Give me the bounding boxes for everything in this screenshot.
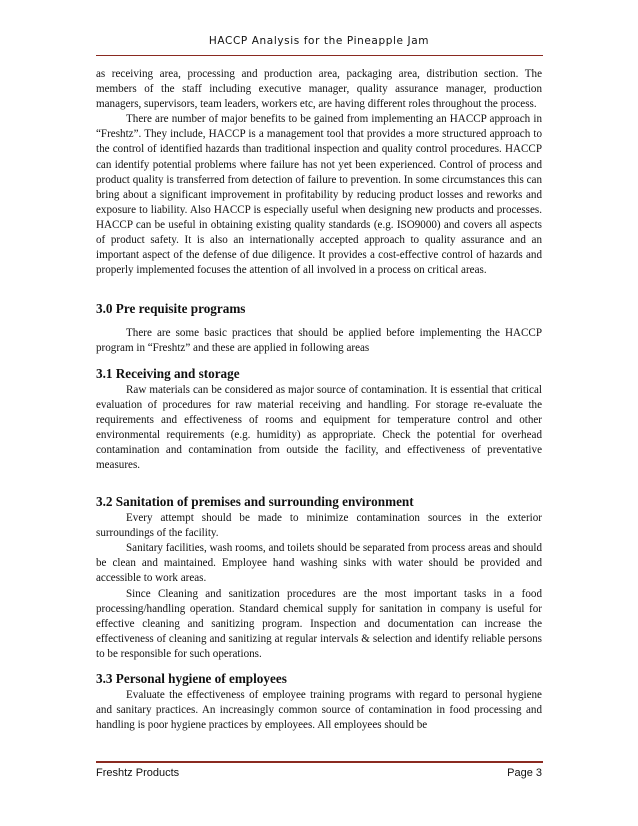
- paragraph-3-2c: Since Cleaning and sanitization procedures are the most important tasks in a food processing/handling operation. Standard chemical supply for sanitation in company is useful for effective cleaning and sanitizing program. Inspection and documentation can increase the effectiveness of cleaning and sanitizing at regular intervals & selection and identify reliable persons to be responsible for such operations.: [96, 587, 542, 660]
- header-rule: [96, 55, 543, 56]
- heading-3-2: 3.2 Sanitation of premises and surrounding environment: [96, 494, 414, 510]
- paragraph-3-1: Raw materials can be considered as major source of contamination. It is essential that critical evaluation of procedures for raw material receiving and handling. For storage re-evaluate the requirements and effectiveness of rooms and equipment for temperature control and other environmental requirements (e.g. humidity) as appropriate. Check the potential for overhead contamination and contamination from outside the facility, and effectiveness of preventative measures.: [96, 383, 542, 471]
- footer-rule: [96, 761, 543, 763]
- paragraph-intro-continued: as receiving area, processing and production area, packaging area, distribution section. The members of the staff including executive manager, quality assurance manager, production managers, supervisors, team leaders, workers etc, are having different roles throughout the process.: [96, 68, 542, 111]
- footer-page-number: Page 3: [507, 767, 542, 779]
- heading-3-1: 3.1 Receiving and storage: [96, 365, 240, 381]
- paragraph-3-2b: Sanitary facilities, wash rooms, and toilets should be separated from process areas and should be clean and maintained. Employee hand washing sinks with water should be provided and accessible to work areas.: [96, 542, 542, 585]
- footer-company: Freshtz Products: [96, 767, 180, 779]
- heading-3-3: 3.3 Personal hygiene of employees: [96, 671, 287, 686]
- paragraph-3-3: Evaluate the effectiveness of employee training programs with regard to personal hygiene and sanitary practices. An increasingly common source of contamination in food processing and handling is poor hygiene practices by employees. All employees should be: [96, 689, 542, 732]
- running-header: HACCP Analysis for the Pineapple Jam: [208, 35, 430, 47]
- heading-3-0: 3.0 Pre requisite programs: [96, 301, 246, 317]
- paragraph-3-2a: Every attempt should be made to minimize contamination sources in the exterior surroundings of the facility.: [96, 512, 542, 540]
- paragraph-benefits: There are number of major benefits to be gained from implementing an HACCP approach in “Freshtz”. They include, HACCP is a management tool that provides a more structured approach to the control of identified hazards than traditional inspection and quality control procedures. HACCP can identify potential problems where failure has not yet been experienced. Control of process and product quality is transferred from detection of failure to prevention. In some circumstances this can bring about a significant improvement in profitability by reducing product losses and reworks and exposure to liability. Also HACCP is especially useful when designing new products and processes. HACCP can be useful in obtaining existing quality standards (e.g. ISO9000) and covers all aspects of product safety. It is also an internationally accepted approach to quality assurance and an important aspect of the defense of due diligence. It provides a cost-effective control of hazards and properly implemented focuses the attention of all involved in a process on critical areas.: [96, 113, 542, 277]
- paragraph-3-0: There are some basic practices that should be applied before implementing the HACCP program in “Freshtz” and these are applied in following areas: [96, 327, 542, 355]
- document-body: [96, 67, 542, 733]
